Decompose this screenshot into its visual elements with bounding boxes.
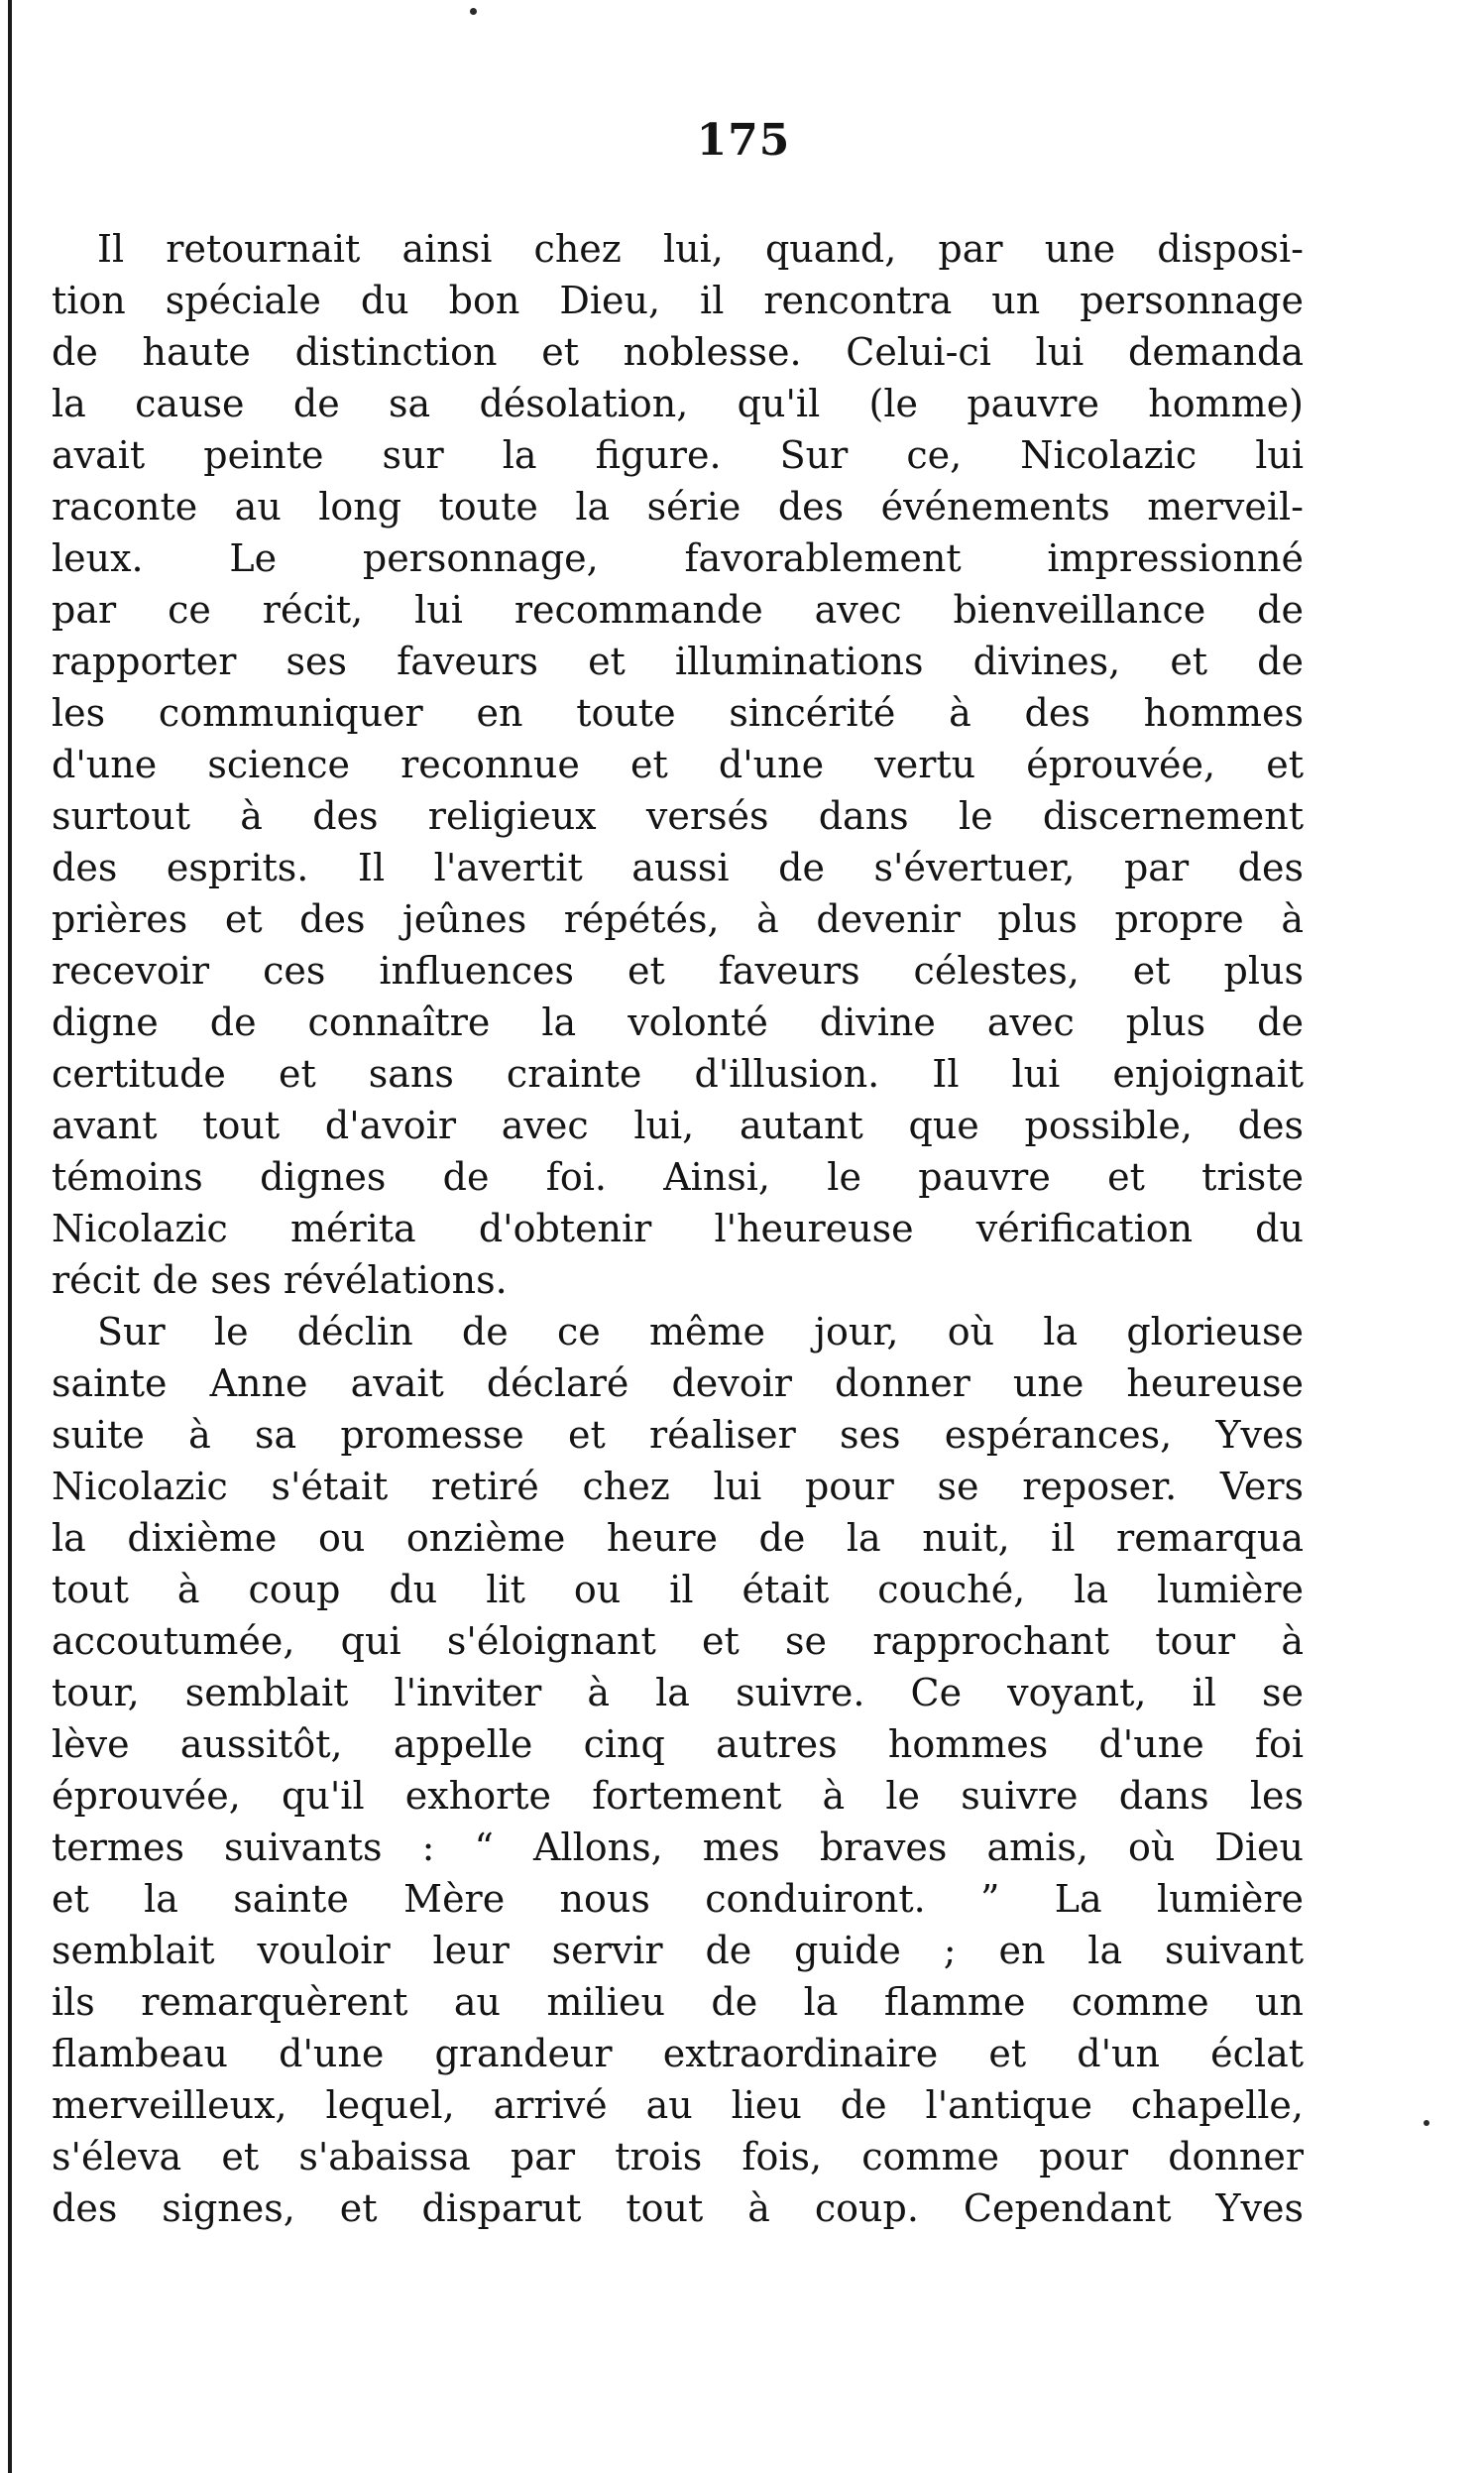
text-line: accoutumée, qui s'éloignant et se rapprochant tour à: [52, 1619, 1304, 1663]
text-line: par ce récit, lui recommande avec bienveillance de: [52, 588, 1304, 632]
text-line: tour, semblait l'inviter à la suivre. Ce voyant, il se: [52, 1671, 1304, 1714]
text-line: semblait vouloir leur servir de guide ; en la suivant: [52, 1929, 1304, 1972]
text-line: Il retournait ainsi chez lui, quand, par une disposi-: [97, 227, 1304, 271]
scan-speck: [1424, 2120, 1429, 2126]
text-line: la dixième ou onzième heure de la nuit, il remarqua: [52, 1516, 1304, 1560]
text-line: avait peinte sur la figure. Sur ce, Nicolazic lui: [52, 433, 1304, 477]
text-line: des esprits. Il l'avertit aussi de s'évertuer, par des: [52, 846, 1304, 889]
text-line: rapporter ses faveurs et illuminations divines, et de: [52, 640, 1304, 683]
text-line: raconte au long toute la série des événements merveil-: [52, 485, 1304, 529]
text-line: récit de ses révélations.: [52, 1258, 508, 1302]
text-line: tion spéciale du bon Dieu, il rencontra un personnage: [52, 279, 1304, 322]
text-line: avant tout d'avoir avec lui, autant que possible, des: [52, 1104, 1304, 1147]
text-line: Nicolazic s'était retiré chez lui pour se reposer. Vers: [52, 1465, 1304, 1508]
text-line: prières et des jeûnes répétés, à devenir plus propre à: [52, 897, 1304, 941]
text-line: surtout à des religieux versés dans le discernement: [52, 794, 1304, 838]
text-line: ils remarquèrent au milieu de la flamme comme un: [52, 1980, 1304, 2024]
text-line: tout à coup du lit ou il était couché, la lumière: [52, 1568, 1304, 1611]
text-line: éprouvée, qu'il exhorte fortement à le suivre dans les: [52, 1774, 1304, 1818]
text-line: leux. Le personnage, favorablement impressionné: [52, 536, 1304, 580]
text-line: Nicolazic mérita d'obtenir l'heureuse vérification du: [52, 1207, 1304, 1250]
text-line: merveilleux, lequel, arrivé au lieu de l'antique chapelle,: [52, 2083, 1304, 2127]
text-line: d'une science reconnue et d'une vertu éprouvée, et: [52, 743, 1304, 786]
text-line: certitude et sans crainte d'illusion. Il lui enjoignait: [52, 1052, 1304, 1096]
text-line: la cause de sa désolation, qu'il (le pauvre homme): [52, 382, 1304, 425]
body-text: [52, 223, 1304, 2234]
page-number: 175: [696, 115, 791, 166]
text-line: témoins dignes de foi. Ainsi, le pauvre et triste: [52, 1155, 1304, 1199]
text-line: s'éleva et s'abaissa par trois fois, comme pour donner: [52, 2135, 1304, 2179]
scan-speck: [470, 8, 477, 15]
text-line: lève aussitôt, appelle cinq autres hommes d'une foi: [52, 1722, 1304, 1766]
text-line: suite à sa promesse et réaliser ses espérances, Yves: [52, 1413, 1304, 1457]
scan-edge-border: [8, 0, 12, 2473]
text-line: sainte Anne avait déclaré devoir donner une heureuse: [52, 1361, 1304, 1405]
text-line: digne de connaître la volonté divine avec plus de: [52, 1001, 1304, 1044]
text-line: les communiquer en toute sincérité à des hommes: [52, 691, 1304, 735]
text-line: des signes, et disparut tout à coup. Cependant Yves: [52, 2186, 1304, 2230]
text-line: de haute distinction et noblesse. Celui-ci lui demanda: [52, 330, 1304, 374]
text-line: termes suivants : “ Allons, mes braves amis, où Dieu: [52, 1825, 1304, 1869]
text-line: recevoir ces influences et faveurs célestes, et plus: [52, 949, 1304, 993]
text-line: Sur le déclin de ce même jour, où la glorieuse: [97, 1310, 1304, 1354]
text-line: flambeau d'une grandeur extraordinaire et d'un éclat: [52, 2032, 1304, 2075]
text-line: et la sainte Mère nous conduiront. ” La lumière: [52, 1877, 1304, 1921]
